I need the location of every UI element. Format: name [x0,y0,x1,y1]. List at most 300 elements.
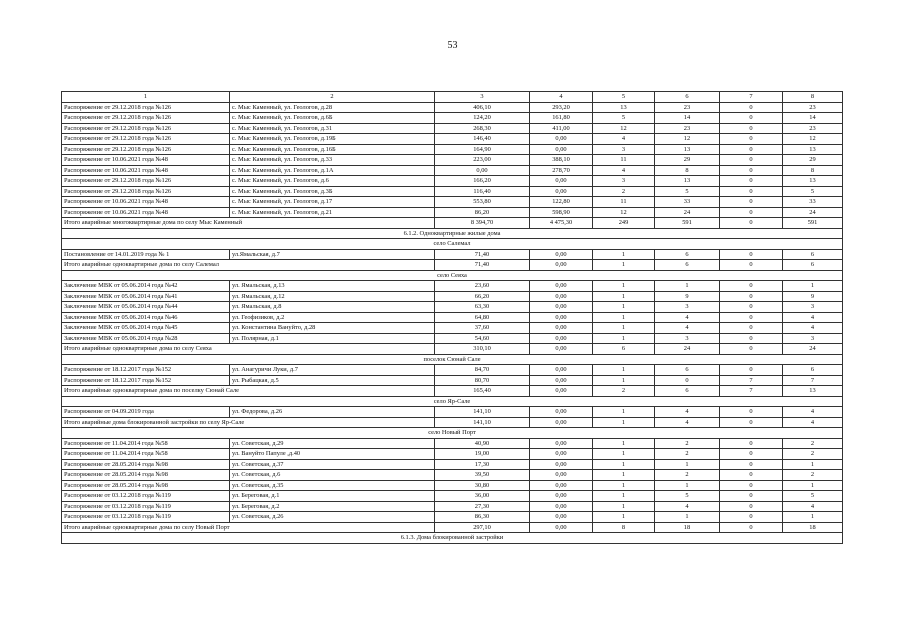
table-cell: 1 [593,407,655,418]
table-cell: 1 [593,470,655,481]
table-cell: 4 [655,407,720,418]
table-cell: 6 [655,260,720,271]
table-row [62,144,843,155]
table-cell: 1 [655,459,720,470]
table-cell: 12 [593,123,655,134]
table-cell: 33 [655,197,720,208]
table-cell: 1 [593,480,655,491]
table-cell: 18 [783,522,843,533]
table-cell: 23 [783,102,843,113]
total-row [62,260,843,271]
table-cell: 165,40 [435,386,530,397]
table-cell: 0 [720,207,783,218]
table-cell: 14 [655,113,720,124]
table-cell: с. Мыс Каменный, ул. Геологов, д.1А [230,165,435,176]
table-cell: 6 [593,344,655,355]
table-cell: 0 [720,323,783,334]
table-cell: 223,00 [435,155,530,166]
table-cell: 1 [593,512,655,523]
table-cell: 2 [655,438,720,449]
table-row [62,480,843,491]
table-cell: 141,10 [435,417,530,428]
table-cell: Распоряжение от 10.06.2021 года №48 [62,165,230,176]
table-cell: 24 [783,344,843,355]
table-cell: 54,60 [435,333,530,344]
table-cell: ул. Советская, д.35 [230,480,435,491]
table-cell: 0,00 [530,291,593,302]
table-cell: 161,80 [530,113,593,124]
table-cell: 0,00 [530,375,593,386]
table-cell: 4 [593,134,655,145]
table-cell: 33 [783,197,843,208]
table-cell: Распоряжение от 03.12.2018 года №119 [62,491,230,502]
table-cell: 29 [783,155,843,166]
table-row [62,207,843,218]
table-cell: Итого аварийные многоквартирные дома по селу Мыс Каменный [62,218,435,229]
table-cell: с. Мыс Каменный, ул. Геологов, д.31 [230,123,435,134]
table-cell: 5 [655,491,720,502]
table-cell: 0 [720,302,783,313]
table-cell: 0 [720,186,783,197]
table-cell: 0 [720,480,783,491]
table-row [62,176,843,187]
table-cell: 11 [593,197,655,208]
table-cell: 3 [655,302,720,313]
table-cell: 1 [593,459,655,470]
table-cell: 0,00 [530,365,593,376]
table-row [62,491,843,502]
column-number: 5 [593,92,655,103]
table-cell: 0 [720,417,783,428]
total-row [62,417,843,428]
table-cell: с. Мыс Каменный, ул. Геологов, д.33 [230,155,435,166]
table-cell: 124,20 [435,113,530,124]
table-cell: 293,20 [530,102,593,113]
table-cell: 0,00 [530,312,593,323]
table-row [62,113,843,124]
table-cell: ул. Советская, д.6 [230,470,435,481]
table-cell: 0,00 [530,249,593,260]
table-cell: 141,10 [435,407,530,418]
table-row [62,102,843,113]
table-cell: ул. Советская, д.26 [230,512,435,523]
table-cell: 1 [593,417,655,428]
table-cell: 0,00 [530,344,593,355]
table-cell: 1 [593,260,655,271]
table-cell: 0,00 [530,281,593,292]
table-cell: ул. Советская, д.29 [230,438,435,449]
table-cell: с. Мыс Каменный, ул. Геологов, д.21 [230,207,435,218]
table-cell: 14 [783,113,843,124]
table-cell: 8 [783,165,843,176]
table-cell: с. Мыс Каменный, ул. Геологов, д.19Б [230,134,435,145]
table-cell: Итого аварийные одноквартирные дома по селу Салемал [62,260,435,271]
table-cell: 0,00 [530,449,593,460]
table-cell: 0,00 [530,491,593,502]
table-cell: поселок Сюнай Сале [62,354,843,365]
table-cell: 1 [783,459,843,470]
table-cell: 27,30 [435,501,530,512]
table-row [62,375,843,386]
table-cell: 166,20 [435,176,530,187]
table-cell: 0 [720,312,783,323]
table-cell: Итого аварийные одноквартирные дома по поселку Сюнай Сале [62,386,435,397]
table-cell: Итого аварийные одноквартирные дома по селу Сеяха [62,344,435,355]
table-cell: 0 [720,155,783,166]
table-cell: 0 [720,218,783,229]
table-cell: Распоряжение от 10.06.2021 года №48 [62,197,230,208]
table-cell: 4 [783,312,843,323]
table-cell: 5 [783,491,843,502]
table-cell: 23,60 [435,281,530,292]
table-cell: 7 [720,386,783,397]
table-cell: 0 [720,491,783,502]
table-cell: ул. Геофизиков, д.2 [230,312,435,323]
table-cell: 0,00 [530,417,593,428]
table-cell: 3 [783,302,843,313]
table-cell: ул. Полярная, д.1 [230,333,435,344]
table-row [62,197,843,208]
table-cell: 0,00 [530,260,593,271]
table-cell: 0 [720,407,783,418]
table-cell: Распоряжение от 29.12.2018 года №126 [62,186,230,197]
table-cell: ул. Ямальская, д.8 [230,302,435,313]
table-cell: Итого аварийные одноквартирные дома по селу Новый Порт [62,522,435,533]
table-cell: 591 [783,218,843,229]
table-cell: 8 [655,165,720,176]
table-row [62,501,843,512]
table-cell: 84,70 [435,365,530,376]
table-row [62,155,843,166]
table-cell: 4 [783,501,843,512]
table-cell: 0,00 [530,501,593,512]
column-number: 2 [230,92,435,103]
table-row [62,249,843,260]
table-cell: 2 [783,438,843,449]
table-cell: 1 [593,501,655,512]
table-cell: 18 [655,522,720,533]
table-row [62,449,843,460]
table-cell: 29 [655,155,720,166]
table-cell: 12 [783,134,843,145]
table-cell: 0 [720,102,783,113]
table-cell: 0 [655,375,720,386]
table-cell: 64,80 [435,312,530,323]
table-cell: 23 [655,102,720,113]
table-cell: 122,80 [530,197,593,208]
table-row [62,281,843,292]
table-cell: 2 [593,386,655,397]
table-cell: 0,00 [530,176,593,187]
table-cell: 0 [720,281,783,292]
table-cell: 6.1.2. Одноквартирные жилые дома [62,228,843,239]
table-cell: ул.Ямальская, д.7 [230,249,435,260]
table-cell: 23 [783,123,843,134]
total-row [62,386,843,397]
table-cell: 63,30 [435,302,530,313]
page-number: 53 [447,40,458,51]
table-cell: 5 [655,186,720,197]
section-heading-row [62,239,843,250]
table-cell: 39,50 [435,470,530,481]
table-row [62,470,843,481]
table-cell: 1 [593,333,655,344]
section-heading-row [62,428,843,439]
table-cell: Распоряжение от 10.06.2021 года №48 [62,155,230,166]
table-cell: 0 [720,449,783,460]
table-row [62,438,843,449]
table-cell: 297,10 [435,522,530,533]
table-cell: 1 [593,302,655,313]
table-cell: 0,00 [530,323,593,334]
table-cell: 3 [593,144,655,155]
table-cell: 1 [655,512,720,523]
table-row [62,407,843,418]
table-cell: 0 [720,134,783,145]
table-cell: 0,00 [530,386,593,397]
table-cell: 146,40 [435,134,530,145]
table-cell: 6 [783,260,843,271]
table-cell: 1 [783,480,843,491]
table-cell: 0 [720,344,783,355]
table-cell: 0,00 [435,165,530,176]
table-cell: село Яр-Сале [62,396,843,407]
table-cell: село Новый Порт [62,428,843,439]
table-cell: 553,80 [435,197,530,208]
table-cell: 36,00 [435,491,530,502]
table-cell: 0,00 [530,480,593,491]
table-cell: 13 [783,176,843,187]
table-row [62,134,843,145]
table-cell: Заключение МВК от 05.06.2014 года №46 [62,312,230,323]
table-cell: 0,00 [530,134,593,145]
table-row [62,365,843,376]
table-cell: 6 [783,365,843,376]
table-cell: с. Мыс Каменный, ул. Геологов, д.28 [230,102,435,113]
table-cell: 4 475,30 [530,218,593,229]
table-cell: 0 [720,249,783,260]
table-cell: 0,00 [530,438,593,449]
table-cell: 4 [593,165,655,176]
table-cell: 278,70 [530,165,593,176]
table-cell: Заключение МВК от 05.06.2014 года №41 [62,291,230,302]
table-cell: 66,20 [435,291,530,302]
table-cell: Распоряжение от 29.12.2018 года №126 [62,113,230,124]
total-row [62,344,843,355]
table-cell: Заключение МВК от 05.06.2014 года №42 [62,281,230,292]
table-cell: Распоряжение от 18.12.2017 года №152 [62,365,230,376]
table-cell: 310,10 [435,344,530,355]
table-cell: 0,00 [530,144,593,155]
table-cell: Распоряжение от 29.12.2018 года №126 [62,134,230,145]
table-cell: 17,30 [435,459,530,470]
table-cell: 86,20 [435,207,530,218]
table-cell: ул. Береговая, д.2 [230,501,435,512]
table-cell: 6.1.3. Дома блокированной застройки [62,533,843,544]
table-cell: с. Мыс Каменный, ул. Геологов, д.3Б [230,186,435,197]
table-cell: 13 [655,176,720,187]
table-cell: 0 [720,470,783,481]
table-cell: 37,60 [435,323,530,334]
table-cell: Распоряжение от 11.04.2014 года №58 [62,449,230,460]
table-cell: с. Мыс Каменный, ул. Геологов, д.6Б [230,113,435,124]
table-cell: 3 [655,333,720,344]
table-cell: 2 [655,449,720,460]
table-cell: 13 [593,102,655,113]
table-cell: 598,90 [530,207,593,218]
table-cell: 24 [655,344,720,355]
section-heading-row [62,228,843,239]
table-cell: ул. Федорова, д.26 [230,407,435,418]
section-heading-row [62,533,843,544]
table-cell: 6 [655,365,720,376]
table-cell: 0 [720,123,783,134]
table-cell: 7 [783,375,843,386]
table-cell: 30,80 [435,480,530,491]
table-row [62,291,843,302]
table-cell: 406,10 [435,102,530,113]
column-number: 4 [530,92,593,103]
table-cell: 6 [783,249,843,260]
table-cell: 0 [720,176,783,187]
table-cell: Распоряжение от 29.12.2018 года №126 [62,123,230,134]
table-row [62,312,843,323]
table-cell: 4 [655,501,720,512]
table-cell: 13 [783,144,843,155]
table-cell: село Салемал [62,239,843,250]
table-cell: 249 [593,218,655,229]
table-cell: с. Мыс Каменный, ул. Геологов, д.17 [230,197,435,208]
table-cell: 0,00 [530,186,593,197]
table-cell: 4 [783,323,843,334]
table-cell: Распоряжение от 28.05.2014 года №98 [62,480,230,491]
table-cell: 3 [783,333,843,344]
table-cell: 0 [720,333,783,344]
table-cell: 4 [655,312,720,323]
table-cell: 0 [720,365,783,376]
table-cell: 1 [593,312,655,323]
table-cell: 9 [783,291,843,302]
table-cell: Распоряжение от 28.05.2014 года №98 [62,470,230,481]
table-cell: 40,90 [435,438,530,449]
table-cell: 0,00 [530,407,593,418]
column-number: 1 [62,92,230,103]
table-cell: ул. Советская, д.37 [230,459,435,470]
table-cell: ул. Вануйто Папуле ,д.40 [230,449,435,460]
table-cell: 0,00 [530,459,593,470]
table-cell: 388,10 [530,155,593,166]
table-cell: 71,40 [435,249,530,260]
table-row [62,302,843,313]
table-cell: ул. Константина Вануйто, д.28 [230,323,435,334]
table-cell: 411,00 [530,123,593,134]
table-cell: 2 [655,470,720,481]
table-cell: 0,00 [530,470,593,481]
table-row [62,459,843,470]
table-cell: 0 [720,260,783,271]
table-cell: ул. Береговая, д.1 [230,491,435,502]
table-cell: 1 [593,449,655,460]
table-cell: 1 [783,281,843,292]
table-cell: 0,00 [530,522,593,533]
table-row [62,512,843,523]
table-cell: ул. Ямальская, д.13 [230,281,435,292]
table-cell: Распоряжение от 29.12.2018 года №126 [62,176,230,187]
table-cell: 1 [655,281,720,292]
table-cell: ул. Анагуричи Луки, д.7 [230,365,435,376]
table-cell: 19,00 [435,449,530,460]
table-cell: 6 [655,249,720,260]
table-cell: 23 [655,123,720,134]
table-cell: 0 [720,144,783,155]
table-cell: 1 [593,291,655,302]
table-cell: 0 [720,113,783,124]
table-cell: 9 [655,291,720,302]
column-number: 8 [783,92,843,103]
table-cell: 0,00 [530,302,593,313]
table-cell: 24 [655,207,720,218]
table-cell: Распоряжение от 28.05.2014 года №98 [62,459,230,470]
table-cell: 5 [593,113,655,124]
table-cell: 0 [720,459,783,470]
table-cell: ул. Ямальская, д.12 [230,291,435,302]
table-cell: 13 [783,386,843,397]
table-cell: 6 [655,386,720,397]
table-cell: 1 [593,323,655,334]
table-cell: село Сеяха [62,270,843,281]
total-row [62,218,843,229]
table-cell: Распоряжение от 18.12.2017 года №152 [62,375,230,386]
table-cell: 0,00 [530,333,593,344]
table-cell: 1 [655,480,720,491]
table-row [62,186,843,197]
table-cell: 4 [655,417,720,428]
table-cell: Заключение МВК от 05.06.2014 года №44 [62,302,230,313]
table-cell: 3 [593,176,655,187]
table-cell: 0 [720,512,783,523]
table-cell: 2 [593,186,655,197]
table-cell: Распоряжение от 03.12.2018 года №119 [62,512,230,523]
table-cell: 1 [593,365,655,376]
table-cell: 0 [720,165,783,176]
table-cell: Итого аварийные дома блокированной застройки по селу Яр-Сале [62,417,435,428]
table-cell: 4 [783,407,843,418]
table-cell: 0 [720,291,783,302]
table-cell: 13 [655,144,720,155]
total-row [62,522,843,533]
table-cell: 4 [783,417,843,428]
table-cell: 2 [783,470,843,481]
column-number: 3 [435,92,530,103]
table-cell: 71,40 [435,260,530,271]
table-cell: 1 [593,375,655,386]
table-cell: 2 [783,449,843,460]
table-cell: 5 [783,186,843,197]
table-row [62,333,843,344]
table-cell: Распоряжение от 29.12.2018 года №126 [62,144,230,155]
table-cell: 4 [655,323,720,334]
table-cell: 8 [593,522,655,533]
table-cell: 12 [593,207,655,218]
section-heading-row [62,354,843,365]
table-cell: Распоряжение от 11.04.2014 года №58 [62,438,230,449]
table-cell: Постановление от 14.01.2019 года № 1 [62,249,230,260]
table-cell: 116,40 [435,186,530,197]
table-cell: Распоряжение от 03.12.2018 года №119 [62,501,230,512]
table-cell: 1 [783,512,843,523]
table-cell: 7 [720,375,783,386]
table-cell: 268,30 [435,123,530,134]
